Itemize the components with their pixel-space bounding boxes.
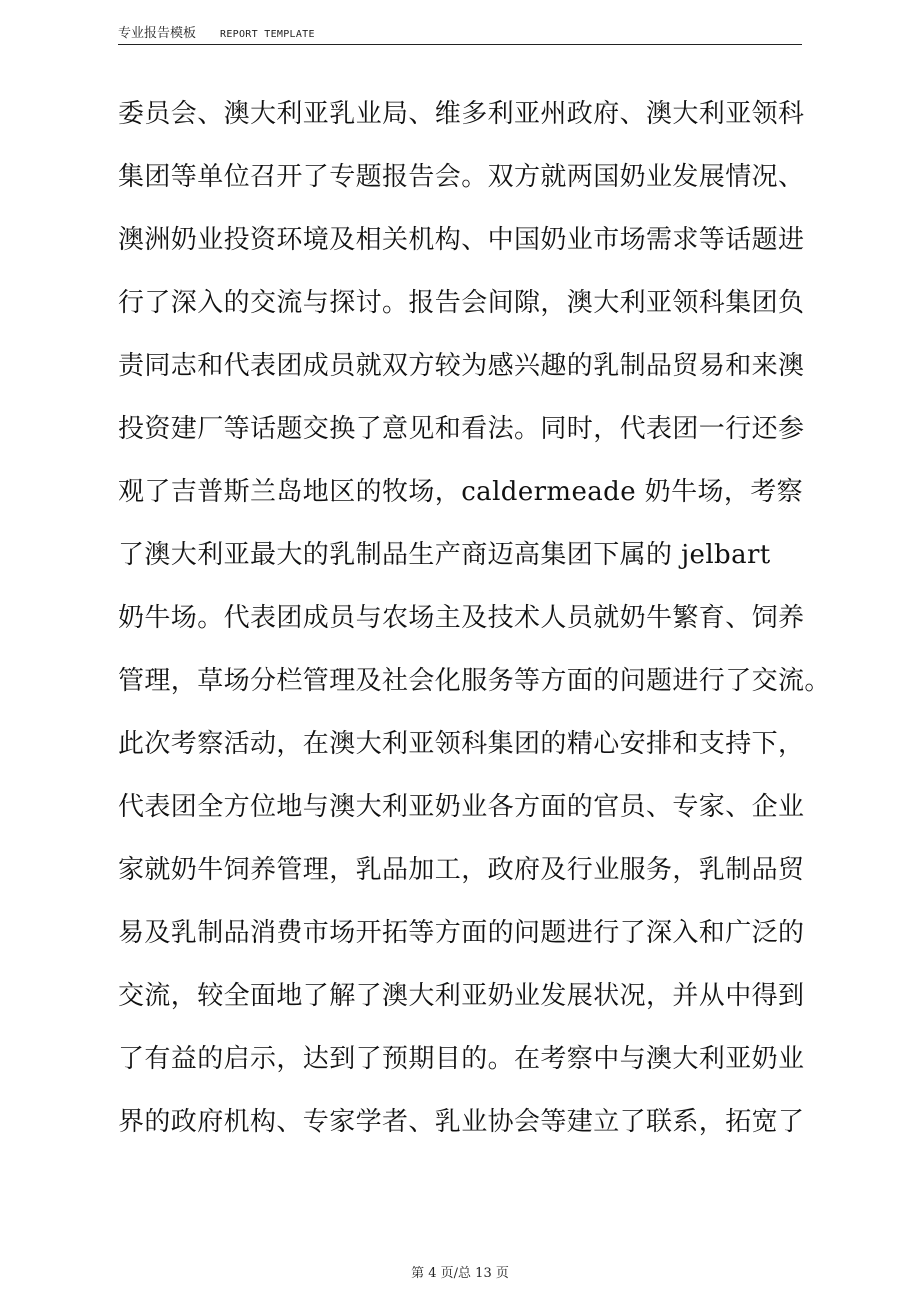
body-line: 了澳大利亚最大的乳制品生产商迈高集团下属的 jelbart xyxy=(118,540,771,570)
body-line: 此次考察活动，在澳大利亚领科集团的精心安排和支持下， xyxy=(118,729,805,759)
body-line: 交流，较全面地了解了澳大利亚奶业发展状况，并从中得到 xyxy=(118,981,805,1011)
page-footer xyxy=(0,1266,920,1282)
body-line: 责同志和代表团成员就双方较为感兴趣的乳制品贸易和来澳 xyxy=(118,351,805,381)
body-line: 易及乳制品消费市场开拓等方面的问题进行了深入和广泛的 xyxy=(118,918,805,948)
body-line: 了有益的启示，达到了预期目的。在考察中与澳大利亚奶业 xyxy=(118,1044,805,1074)
body-line: 管理，草场分栏管理及社会化服务等方面的问题进行了交流。 xyxy=(118,666,831,696)
body-line: 澳洲奶业投资环境及相关机构、中国奶业市场需求等话题进 xyxy=(118,225,805,255)
body-line: 家就奶牛饲养管理，乳品加工，政府及行业服务，乳制品贸 xyxy=(118,855,805,885)
body-line: 行了深入的交流与探讨。报告会间隙，澳大利亚领科集团负 xyxy=(118,288,805,318)
header-title-en: REPORT TEMPLATE xyxy=(220,29,315,40)
body-line: 代表团全方位地与澳大利亚奶业各方面的官员、专家、企业 xyxy=(118,792,805,822)
body-line: 集团等单位召开了专题报告会。双方就两国奶业发展情况、 xyxy=(118,162,805,192)
header-title-cn: 专业报告模板 xyxy=(118,26,197,41)
body-line: 奶牛场。代表团成员与农场主及技术人员就奶牛繁育、饲养 xyxy=(118,603,805,633)
body-line: 界的政府机构、专家学者、乳业协会等建立了联系，拓宽了 xyxy=(118,1107,805,1137)
body-line: 观了吉普斯兰岛地区的牧场，caldermeade 奶牛场，考察 xyxy=(118,477,804,507)
body-line: 委员会、澳大利亚乳业局、维多利亚州政府、澳大利亚领科 xyxy=(118,99,805,129)
page-number: 第 4 页/总 13 页 xyxy=(411,1266,509,1281)
body-text xyxy=(118,92,831,1163)
page-header xyxy=(118,24,802,45)
body-line: 投资建厂等话题交换了意见和看法。同时，代表团一行还参 xyxy=(118,414,805,444)
